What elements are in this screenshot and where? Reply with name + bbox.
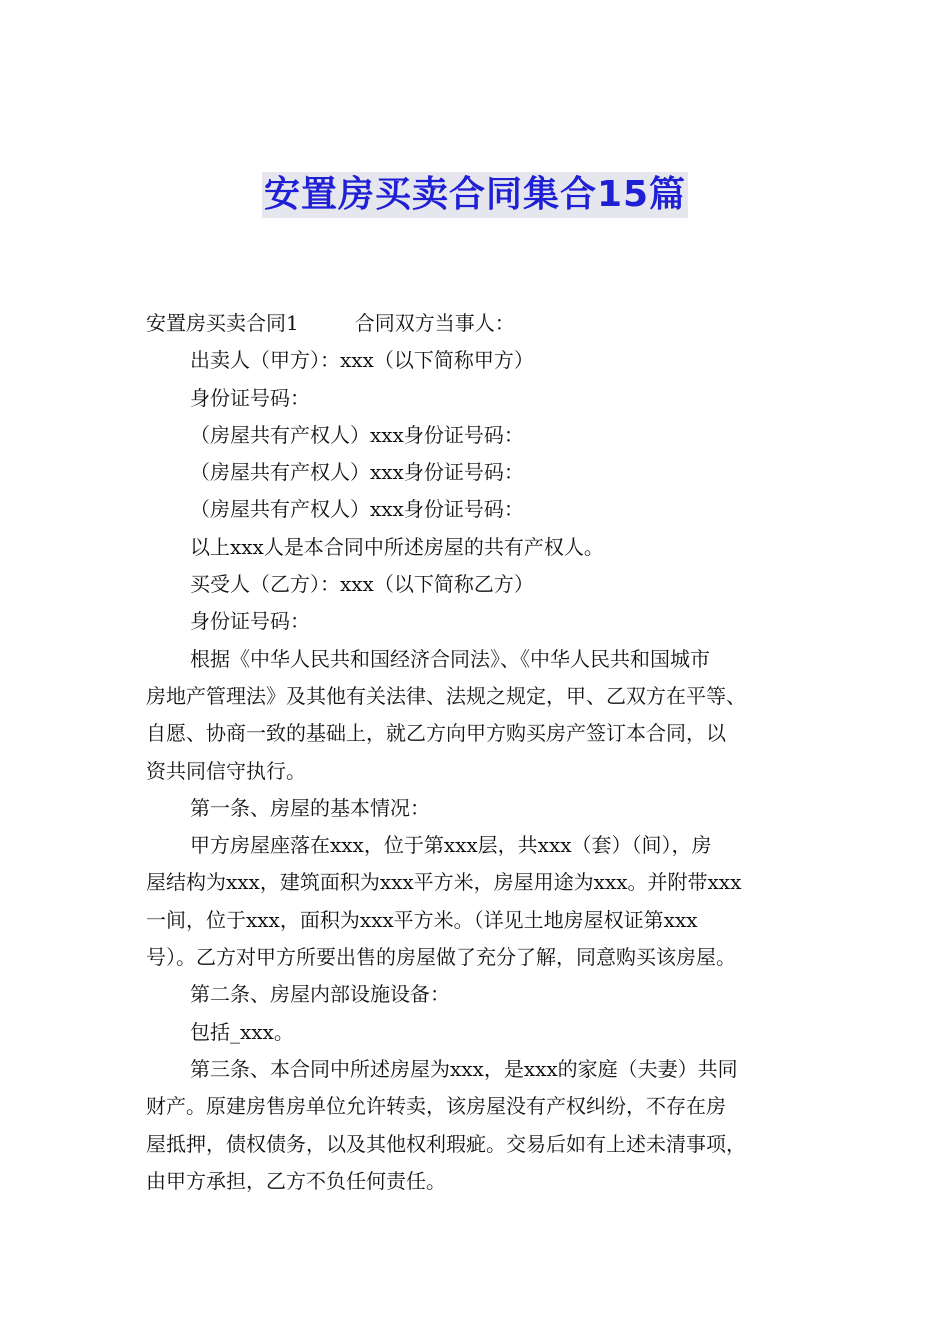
contract-number: 安置房买卖合同1 xyxy=(146,311,299,335)
paragraph-line: 号）。乙方对甲方所要出售的房屋做了充分了解，同意购买该房屋。 xyxy=(146,945,736,970)
paragraph-line: 自愿、协商一致的基础上，就乙方向甲方购买房产签订本合同，以 xyxy=(146,721,726,746)
paragraph-line: 资共同信守执行。 xyxy=(146,758,306,783)
title-container xyxy=(0,172,950,218)
paragraph-line: 房地产管理法》及其他有关法律、法规之规定，甲、乙双方在平等、 xyxy=(146,683,746,708)
basis-paragraph xyxy=(146,641,810,790)
document-title: 安置房买卖合同集合15篇 xyxy=(262,172,688,218)
article-2-title: 第二条、房屋内部设施设备： xyxy=(190,982,450,1007)
co-owner-line-1: （房屋共有产权人）xxx身份证号码： xyxy=(190,422,524,447)
paragraph-line: 屋抵押，债权债务，以及其他权利瑕疵。交易后如有上述未清事项， xyxy=(146,1131,746,1156)
paragraph-line: 根据《中华人民共和国经济合同法》、《中华人民共和国城市 xyxy=(190,646,710,671)
co-owner-line-2: （房屋共有产权人）xxx身份证号码： xyxy=(190,460,524,485)
paragraph-line: 屋结构为xxx，建筑面积为xxx平方米，房屋用途为xxx。并附带xxx xyxy=(146,870,742,895)
buyer-line: 买受人（乙方）：xxx（以下简称乙方） xyxy=(190,572,534,597)
article-3-paragraph xyxy=(146,1051,810,1200)
document-body xyxy=(146,305,810,1200)
co-owner-line-3: （房屋共有产权人）xxx身份证号码： xyxy=(190,497,524,522)
paragraph-line: 财产。原建房售房单位允许转卖，该房屋没有产权纠纷，不存在房 xyxy=(146,1094,726,1119)
paragraph-line: 一间，位于xxx，面积为xxx平方米。（详见土地房屋权证第xxx xyxy=(146,907,698,932)
seller-id-line: 身份证号码： xyxy=(190,385,310,410)
seller-line: 出卖人（甲方）：xxx（以下简称甲方） xyxy=(190,348,534,373)
paragraph-line: 甲方房屋座落在xxx，位于第xxx层，共xxx（套）（间），房 xyxy=(190,833,712,858)
buyer-id-line: 身份证号码： xyxy=(190,609,310,634)
article-1-paragraph xyxy=(146,827,810,976)
co-owner-summary: 以上xxx人是本合同中所述房屋的共有产权人。 xyxy=(190,534,604,559)
paragraph-line: 第三条、本合同中所述房屋为xxx，是xxx的家庭（夫妻）共同 xyxy=(190,1056,738,1081)
contract-heading-line xyxy=(146,305,810,342)
parties-heading: 合同双方当事人： xyxy=(354,311,515,335)
article-2-content: 包括_xxx。 xyxy=(190,1019,294,1044)
article-1-title: 第一条、房屋的基本情况： xyxy=(190,795,430,820)
paragraph-line: 由甲方承担，乙方不负任何责任。 xyxy=(146,1168,446,1193)
